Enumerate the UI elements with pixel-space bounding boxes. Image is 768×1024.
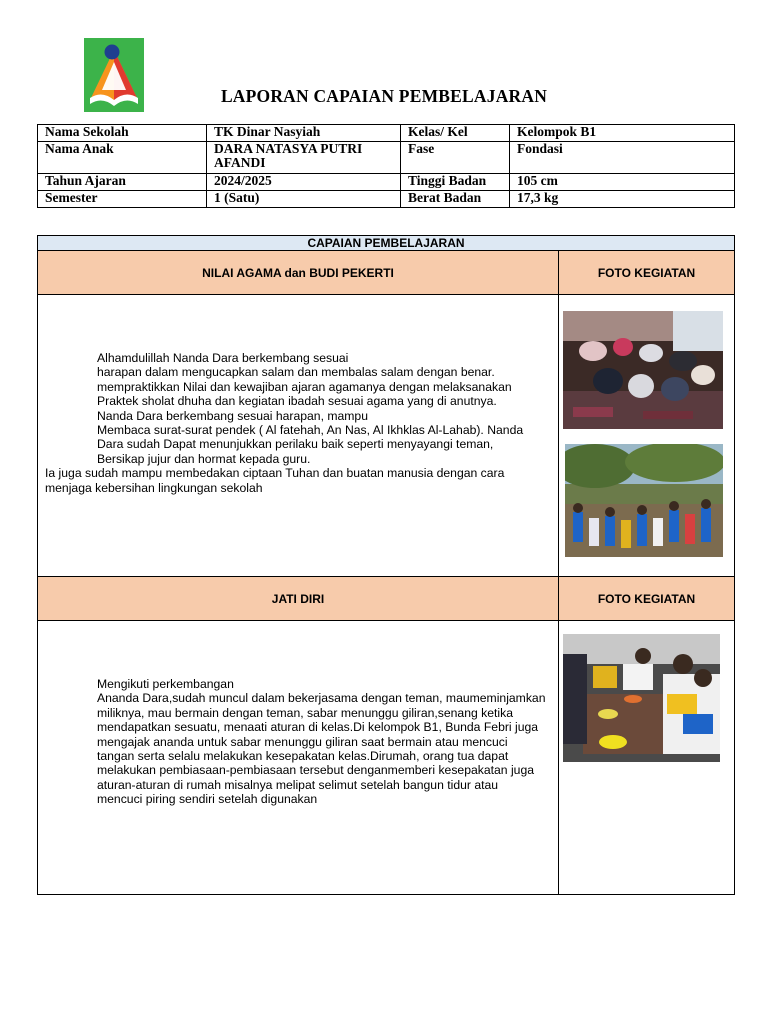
info-label: Nama Sekolah <box>38 125 207 142</box>
section-header-jati-diri: JATI DIRI <box>38 577 559 621</box>
info-value: 17,3 kg <box>510 191 735 208</box>
prayer-activity-photo <box>563 311 723 429</box>
capaian-title: CAPAIAN PEMBELAJARAN <box>38 236 735 251</box>
document-title: LAPORAN CAPAIAN PEMBELAJARAN <box>220 86 548 106</box>
info-row <box>38 174 735 191</box>
jati-diri-text: Mengikuti perkembangan Ananda Dara,sudah muncul dalam bekerjasama dengan teman, maumeminjamkan miliknya, mau bermain dengan teman, sabar menunggu giliran,senang ketika mendapatkan sesuatu, menaati aturan di kelas.Di kelompok B1, Bunda Febri juga mengajak ananda untuk sabar menunggu giliran saat bermain atau mencuci tangan serta selalu melakukan kesepakatan kelas.Dirumah, orang tua dapat melakukan pembiasaan-pembiasaan tersebut denganmemberi kesepakatan juga aturan-aturan di rumah misalnya melipat selimut setelah bangun tidur atau mencuci piring sendiri setelah digunakan <box>97 677 546 807</box>
info-row <box>38 191 735 208</box>
agama-text-full: Ia juga sudah mampu membedakan ciptaan Tuhan dan buatan manusia dengan cara menjaga kebersihan lingkungan sekolah <box>45 466 505 495</box>
photo-header: FOTO KEGIATAN <box>559 577 735 621</box>
info-value: Fondasi <box>510 142 735 174</box>
info-label: Semester <box>38 191 207 208</box>
info-value: 1 (Satu) <box>207 191 401 208</box>
agama-text-indented: Alhamdulillah Nanda Dara berkembang sesuai harapan dalam mengucapkan salam dan membalas salam dengan benar. mempraktikkan Nilai dan kewajiban ajaran agamanya dengan melaksanakan Praktek sholat dhuha dan kegiatan ibadah sesuai agama yang di anutnya. Nanda Dara berkembang sesuai harapan, mampu Membaca surat-surat pendek ( Al fatehah, An Nas, Al Ikhklas Al-Lahab). Nanda Dara sudah Dapat menunjukkan perilaku baik seperti menyayangi teman, Bersikap jujur dan hormat kepada guru. <box>97 351 524 466</box>
capaian-table <box>37 235 735 895</box>
info-value: TK Dinar Nasyiah <box>207 125 401 142</box>
agama-photo-cell <box>559 295 735 577</box>
photo-header: FOTO KEGIATAN <box>559 251 735 295</box>
info-label: Fase <box>401 142 510 174</box>
eating-activity-photo <box>563 634 720 762</box>
outdoor-activity-photo <box>565 444 723 557</box>
jati-diri-photo-cell <box>559 621 735 895</box>
info-value: 2024/2025 <box>207 174 401 191</box>
info-value: DARA NATASYA PUTRI AFANDI <box>207 142 401 174</box>
student-info-table <box>37 124 735 208</box>
info-row <box>38 142 735 174</box>
jati-diri-text-cell <box>38 621 559 895</box>
info-label: Tinggi Badan <box>401 174 510 191</box>
info-label: Kelas/ Kel <box>401 125 510 142</box>
info-label: Berat Badan <box>401 191 510 208</box>
info-row <box>38 125 735 142</box>
info-label: Tahun Ajaran <box>38 174 207 191</box>
info-label: Nama Anak <box>38 142 207 174</box>
section-header-agama: NILAI AGAMA dan BUDI PEKERTI <box>38 251 559 295</box>
agama-text-cell <box>38 295 559 577</box>
info-value: 105 cm <box>510 174 735 191</box>
info-value: Kelompok B1 <box>510 125 735 142</box>
